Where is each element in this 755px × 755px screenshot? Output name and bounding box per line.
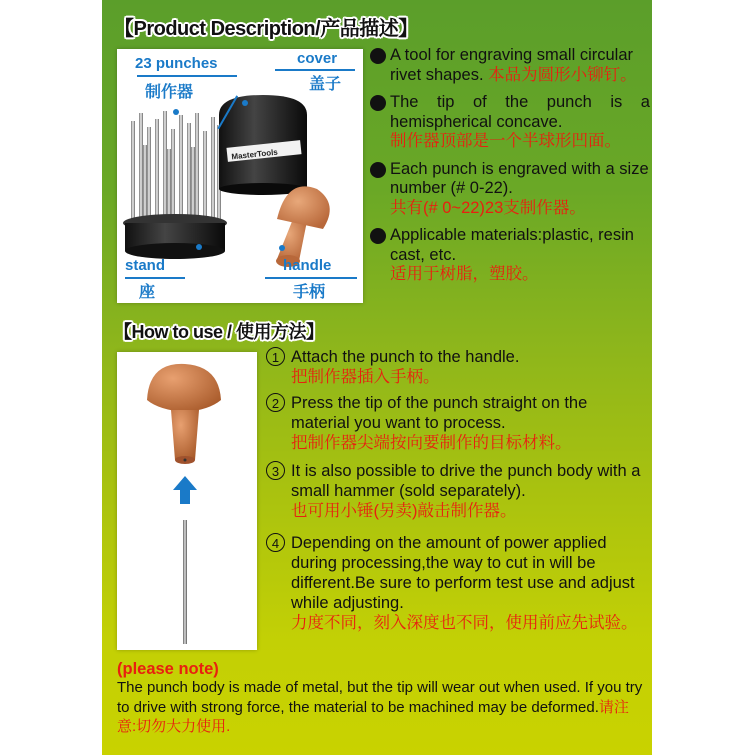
handle-punch-illustration — [117, 352, 257, 650]
handle-and-punch-image — [117, 352, 257, 650]
note-title: (please note) — [117, 660, 219, 678]
cover-label-cn: 盖子 — [309, 76, 342, 93]
how-to-use-heading: 【How to use / 使用方法】 — [114, 322, 324, 342]
punches-label-cn: 制作器 — [145, 84, 194, 101]
handle-label-cn: 手柄 — [293, 284, 326, 301]
product-features-list — [370, 46, 650, 291]
feature-item: The tip of the punch is a hemispherical concave. 制作器顶部是一个半球形凹面。 — [370, 93, 650, 152]
bullet-icon — [370, 228, 386, 244]
feature-item: A tool for engraving small circular rivet shapes. 本品为圆形小铆钉。 — [370, 46, 650, 85]
step-number-icon: 3 — [266, 461, 285, 480]
usage-note — [117, 660, 647, 737]
cover-label: cover — [297, 50, 338, 67]
step-number-icon: 2 — [266, 393, 285, 412]
punches-label: 23 punches — [135, 55, 218, 72]
note-text: The punch body is made of metal, but the tip will wear out when used. If you try to drive with strong force, the material to be machined may be deformed. — [117, 679, 643, 716]
svg-text:MasterTools: MasterTools — [230, 147, 279, 162]
step-item: 1 Attach the punch to the handle. 把制作器插入手柄。 — [266, 347, 650, 387]
product-description-heading: 【Product Description/产品描述】 — [114, 18, 418, 40]
product-image — [117, 49, 363, 303]
step-item: 2 Press the tip of the punch straight on the material you want to process. 把制作器尖端按向要制作的目标材料。 — [266, 393, 650, 453]
feature-item: Each punch is engraved with a size number (# 0-22). 共有(# 0~22)23支制作器。 — [370, 160, 650, 219]
step-item: 4 Depending on the amount of power applied during processing,the way to cut in will be different.Be sure to perform test use and adjust while adjusting. 力度不同，刻入深度也不同，使用前应先试验。 — [266, 533, 650, 633]
feature-item: Applicable materials:plastic, resin cast, etc. 适用于树脂，塑胶。 — [370, 226, 650, 285]
arrow-up-icon — [173, 476, 197, 504]
bullet-icon — [370, 48, 386, 64]
bullet-icon — [370, 95, 386, 111]
usage-steps — [266, 347, 650, 639]
note-text-cn: 请注意:切勿大力使用. — [117, 698, 629, 735]
bullet-icon — [370, 162, 386, 178]
stand-label-cn: 座 — [139, 284, 156, 301]
step-number-icon: 1 — [266, 347, 285, 366]
stand-label: stand — [125, 257, 166, 274]
step-number-icon: 4 — [266, 533, 285, 552]
handle-label: handle — [283, 257, 332, 274]
step-item: 3 It is also possible to drive the punch body with a small hammer (sold separately). 也可用小锤(另卖)敲击制作器。 — [266, 461, 650, 521]
